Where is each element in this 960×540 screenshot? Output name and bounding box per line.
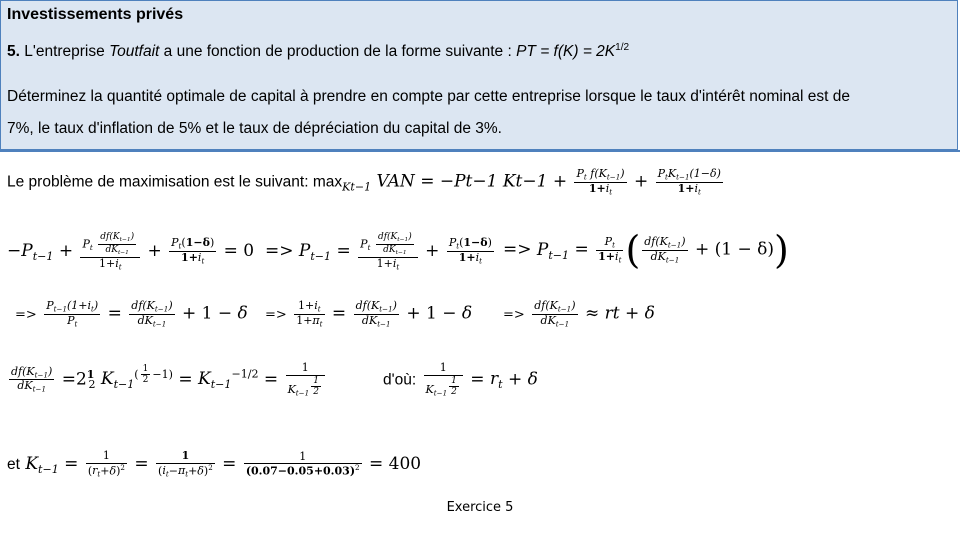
implies-5: =>: [503, 307, 525, 323]
eq-zero: = 0: [223, 241, 255, 262]
dou-label: d'où:: [383, 371, 417, 389]
implies-3: =>: [15, 307, 37, 323]
box-divider: [0, 150, 960, 152]
question-line-3: 7%, le taux d'inflation de 5% et le taux de dépréciation du capital de 3%.: [7, 120, 502, 137]
max-problem: Le problème de maximisation est le suivant: $\max_{Kt-1}$ VAN = −Pt−1 Kt−1 + $\frac{P_t f(K_{t-1})}{1+i_t}$ + $\frac{P_tK_{t-1}(1-\delta)}{1+i_t}$: [7, 167, 721, 197]
foc-equation: $-P_{t-1}$ + $P_t$ $\frac{df(K_{t-1})}{dK_{t-1}}$ $1+i_t$ + $\frac{P_t(1-\delta)}{1+i_t}$ = 0: [7, 232, 255, 272]
implies-2: =>: [503, 239, 532, 260]
question-text-b: a une fonction de production de la forme suivante :: [159, 43, 517, 61]
step-4: => $\frac{P_{t-1}(1+i_t)}{P_t}$ = $\frac{df(K_{t-1})}{dK_{t-1}}$ + 1 − δ: [15, 299, 248, 329]
question-line-1: [7, 42, 629, 61]
footer-label: Exercice 5: [446, 500, 514, 515]
production-function: PT = f(K) = 2K: [516, 43, 616, 61]
section-title: Investissements privés: [7, 6, 184, 23]
company-name: Toutfait: [109, 43, 160, 61]
question-number: 5.: [7, 43, 20, 61]
van-fraction-2: $\frac{P_tK_{t-1}(1-\delta)}{1+i_t}$: [657, 167, 721, 197]
intro-text: Le problème de maximisation est le suivant: max: [7, 173, 343, 191]
implies-4: =>: [265, 307, 287, 323]
max-subscript: Kt−1: [342, 180, 372, 194]
van-fraction-1: $\frac{P_t f(K_{t-1})}{1+i_t}$: [576, 167, 625, 197]
step-3: => $P_{t-1}$ = $\frac{P_t}{1+i_t}$ ( $\frac{df(K_{t-1})}{dK_{t-1}}$ + (1 − δ)): [503, 228, 789, 272]
question-line-2: Déterminez la quantité optimale de capital à prendre en compte par cette entreprise lorsque le taux d'intérêt nominal est de: [7, 88, 851, 105]
step-2: => $P_{t-1}$ = $P_t$ $\frac{df(K_{t-1})}{dK_{t-1}}$ $1+i_t$ + $\frac{P_t(1-\delta)}{1+i_t}$: [265, 232, 492, 272]
dou-equation: d'où: 1 $K_{t-1}$ $^{\frac{1}{2}}$ = $r_t + \delta$: [383, 361, 538, 398]
production-exponent: 1/2: [615, 42, 630, 53]
van-expression: VAN = −Pt−1 Kt−1 +: [376, 171, 568, 192]
et-label: et: [7, 455, 20, 473]
step-6: => $\frac{df(K_{t-1})}{dK_{t-1}}$ ≈ rt + δ: [503, 299, 655, 329]
implies-1: =>: [265, 241, 294, 262]
result-value: = 400: [368, 453, 422, 474]
step-5: => $\frac{1+i_t}{1+\pi_t}$ = $\frac{df(K_{t-1})}{dK_{t-1}}$ + 1 − δ: [265, 299, 473, 329]
final-equation: et $K_{t-1}$ = $\frac{1}{(r_t+\delta)^2}$ = $\frac{1}{(i_t-\pi_t+\delta)^2}$ = $\frac{1}{(0.07-0.05+0.03)^2}$ = 400: [7, 449, 422, 479]
derivative-equation: $\frac{df(K_{t-1})}{dK_{t-1}}$ =212 $K_{t-1}^{( \frac{1}{2} -1)} = K_{t-1}^{-1/2}$ = 1 $K_{t-1}$ $^{\frac{1}{2}}$: [7, 362, 327, 397]
question-text-a: L'entreprise: [19, 43, 110, 61]
approx-expression: ≈ rt + δ: [584, 303, 655, 324]
